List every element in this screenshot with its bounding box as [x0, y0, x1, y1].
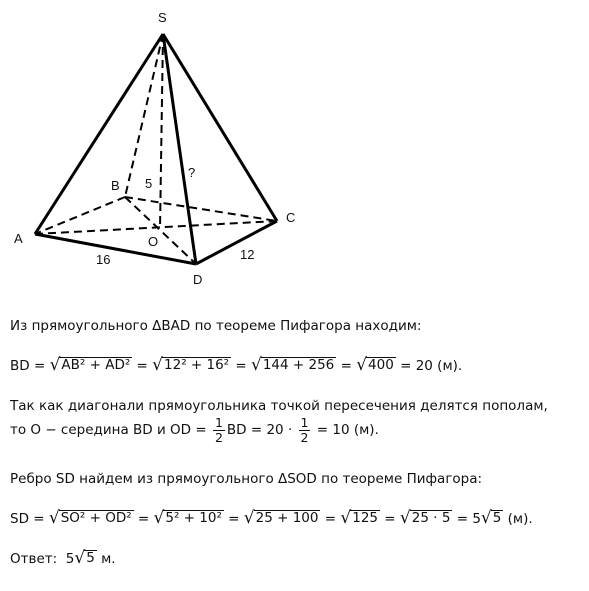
fraction: $\frac{1}{2}$ — [214, 415, 223, 445]
label-dc-length: 12 — [240, 247, 255, 262]
text-line-5: Ребро SD найдем из прямоугольного ΔSOD по теореме Пифагора: — [10, 471, 483, 487]
edge-sd — [163, 34, 196, 264]
sqrt: √ 12² + 16² — [152, 355, 230, 375]
sqrt: √ SO² + OD² — [48, 508, 132, 528]
sqrt: √ 5² + 10² — [153, 508, 222, 528]
label-d: D — [193, 272, 203, 287]
sqrt: √ 25 + 100 — [243, 508, 319, 528]
sqrt: √ 144 + 256 — [251, 355, 335, 375]
label-ad-length: 16 — [96, 252, 111, 267]
sqrt: √ 5 — [480, 508, 502, 528]
sqrt: √ AB² + AD² — [49, 355, 131, 375]
text-line-3: Так как диагонали прямоугольника точкой пересечения делятся пополам, — [10, 398, 548, 414]
edge-ad — [35, 234, 196, 264]
label-so-length: 5 — [145, 176, 153, 191]
label-sd-unknown: ? — [188, 165, 196, 180]
sqrt: √ 125 — [340, 508, 379, 528]
formula-od: то O − середина BD и OD = $\frac{1}{2}$ BD = 20 · $\frac{1}{2}$ = 10 (м). — [10, 415, 379, 445]
label-s: S — [158, 10, 167, 25]
edge-dc — [196, 221, 277, 264]
text-line-1: Из прямоугольного ΔBAD по теореме Пифагора находим: — [10, 318, 422, 334]
label-a: A — [14, 231, 23, 246]
fraction: $\frac{1}{2}$ — [300, 415, 309, 445]
sqrt: √ 400 — [356, 355, 394, 375]
label-b: B — [111, 178, 120, 193]
edge-sa — [35, 34, 163, 234]
edge-sb — [125, 34, 163, 197]
height-so — [160, 34, 163, 229]
formula-bd: BD = √ AB² + AD² = √ 12² + 16² = √ 144 + 256 = √ 400 = 20 (м). — [10, 355, 463, 375]
edge-sc — [163, 34, 277, 221]
sqrt: √ 25 · 5 — [399, 508, 451, 528]
answer: Ответ: 5 √ 5 м. — [10, 548, 116, 568]
formula-sd: SD = √ SO² + OD² = √ 5² + 10² = √ 25 + 100 = √ 125 = √ 25 · 5 = 5 √ 5 (м). — [10, 508, 533, 528]
label-c: C — [286, 210, 296, 225]
label-o: O — [148, 234, 159, 249]
sqrt: √ 5 — [74, 548, 95, 568]
